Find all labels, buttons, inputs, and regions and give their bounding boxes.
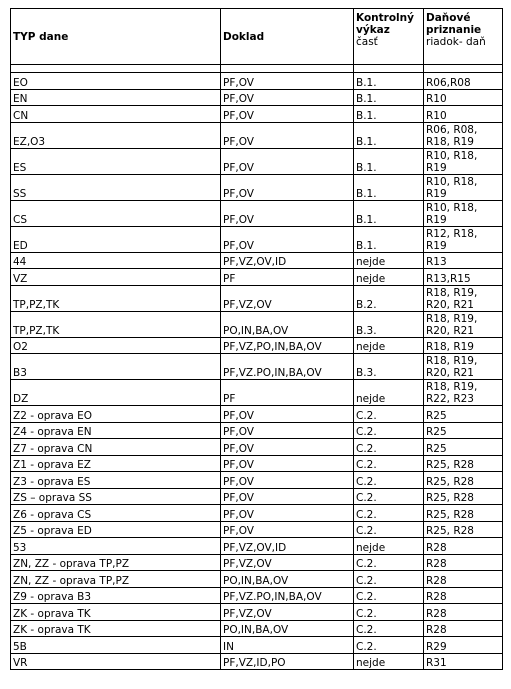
cell-typ: Z7 - oprava CN — [11, 439, 221, 456]
cell-doklad: PF,OV — [221, 122, 354, 148]
cell-kv: C.2. — [354, 505, 424, 522]
cell-kv: C.2. — [354, 422, 424, 439]
table-row — [11, 653, 503, 670]
cell-typ: Z5 - oprava ED — [11, 521, 221, 538]
cell-typ: VR — [11, 653, 221, 670]
cell-dp: R13,R15 — [424, 269, 503, 286]
cell-typ: ZN, ZZ - oprava TP,PZ — [11, 554, 221, 571]
table-row — [11, 604, 503, 621]
table-row — [11, 439, 503, 456]
table-body — [11, 9, 503, 670]
cell-kv: B.3. — [354, 311, 424, 337]
cell-dp: R25, R28 — [424, 521, 503, 538]
cell-kv: C.2. — [354, 571, 424, 588]
cell-dp: R10, R18, R19 — [424, 200, 503, 226]
cell-kv: nejde — [354, 269, 424, 286]
cell-kv: nejde — [354, 252, 424, 269]
cell-dp: R25, R28 — [424, 455, 503, 472]
cell-doklad: IN — [221, 637, 354, 654]
table-row — [11, 226, 503, 252]
cell-doklad: PF,OV — [221, 505, 354, 522]
cell-kv: B.1. — [354, 148, 424, 174]
cell-doklad: PF — [221, 380, 354, 406]
cell-kv: C.2. — [354, 472, 424, 489]
header-kv-title: Kontrolný výkaz — [356, 12, 414, 36]
cell-doklad: PF,VZ.PO,IN,BA,OV — [221, 587, 354, 604]
cell-dp: R18, R19 — [424, 337, 503, 354]
cell-typ: CN — [11, 106, 221, 123]
cell-doklad: PF,OV — [221, 488, 354, 505]
cell-dp: R18, R19, R20, R21 — [424, 354, 503, 380]
cell-kv: C.2. — [354, 521, 424, 538]
cell-doklad: PF,VZ,OV — [221, 554, 354, 571]
cell-doklad: PF,OV — [221, 174, 354, 200]
cell-kv: B.1. — [354, 122, 424, 148]
table-row — [11, 73, 503, 90]
cell-dp: R13 — [424, 252, 503, 269]
table-row — [11, 89, 503, 106]
spacer-row — [11, 65, 503, 73]
cell-doklad: PF — [221, 269, 354, 286]
cell-kv: B.1. — [354, 226, 424, 252]
cell-doklad: PF,OV — [221, 521, 354, 538]
cell-doklad: PF,VZ,OV,ID — [221, 252, 354, 269]
cell-typ: 53 — [11, 538, 221, 555]
cell-dp: R25, R28 — [424, 488, 503, 505]
table-row — [11, 538, 503, 555]
cell-dp: R10, R18, R19 — [424, 148, 503, 174]
cell-typ: Z9 - oprava B3 — [11, 587, 221, 604]
cell-doklad: PF,OV — [221, 455, 354, 472]
table-row — [11, 505, 503, 522]
cell-kv: C.2. — [354, 439, 424, 456]
cell-typ: CS — [11, 200, 221, 226]
table-row — [11, 311, 503, 337]
cell-typ: EO — [11, 73, 221, 90]
cell-kv: C.2. — [354, 406, 424, 423]
cell-doklad: PF,VZ,OV,ID — [221, 538, 354, 555]
spacer-cell — [221, 65, 354, 73]
cell-dp: R18, R19, R20, R21 — [424, 311, 503, 337]
cell-dp: R28 — [424, 587, 503, 604]
cell-doklad: PF,VZ.PO,IN,BA,OV — [221, 354, 354, 380]
cell-kv: C.2. — [354, 620, 424, 637]
table-row — [11, 285, 503, 311]
header-dp-title: Daňové priznanie — [426, 12, 482, 36]
cell-typ: 44 — [11, 252, 221, 269]
table-row — [11, 488, 503, 505]
header-doklad-cell — [221, 9, 354, 65]
table-row — [11, 148, 503, 174]
cell-dp: R25 — [424, 406, 503, 423]
cell-typ: ZN, ZZ - oprava TP,PZ — [11, 571, 221, 588]
cell-dp: R28 — [424, 604, 503, 621]
cell-doklad: PF,OV — [221, 73, 354, 90]
header-kv-cell — [354, 9, 424, 65]
table-row — [11, 406, 503, 423]
cell-kv: B.1. — [354, 73, 424, 90]
cell-kv: C.2. — [354, 587, 424, 604]
cell-dp: R10 — [424, 106, 503, 123]
spacer-cell — [11, 65, 221, 73]
cell-dp: R10 — [424, 89, 503, 106]
cell-typ: Z6 - oprava CS — [11, 505, 221, 522]
cell-dp: R28 — [424, 538, 503, 555]
cell-dp: R10, R18, R19 — [424, 174, 503, 200]
cell-typ: Z4 - oprava EN — [11, 422, 221, 439]
cell-typ: Z3 - oprava ES — [11, 472, 221, 489]
table-row — [11, 637, 503, 654]
cell-doklad: PF,VZ,PO,IN,BA,OV — [221, 337, 354, 354]
cell-dp: R31 — [424, 653, 503, 670]
cell-typ: O2 — [11, 337, 221, 354]
cell-dp: R28 — [424, 620, 503, 637]
header-row — [11, 9, 503, 65]
cell-doklad: PF,OV — [221, 406, 354, 423]
cell-doklad: PO,IN,BA,OV — [221, 311, 354, 337]
table-row — [11, 521, 503, 538]
cell-kv: C.2. — [354, 455, 424, 472]
cell-kv: B.3. — [354, 354, 424, 380]
cell-kv: nejde — [354, 653, 424, 670]
cell-typ: Z2 - oprava EO — [11, 406, 221, 423]
table-row — [11, 106, 503, 123]
cell-dp: R18, R19, R22, R23 — [424, 380, 503, 406]
table-row — [11, 455, 503, 472]
cell-typ: TP,PZ,TK — [11, 311, 221, 337]
table-row — [11, 269, 503, 286]
table-row — [11, 122, 503, 148]
cell-dp: R25 — [424, 422, 503, 439]
cell-dp: R06,R08 — [424, 73, 503, 90]
tax-mapping-table — [10, 8, 503, 670]
cell-doklad: PF,VZ,ID,PO — [221, 653, 354, 670]
cell-doklad: PF,OV — [221, 148, 354, 174]
table-row — [11, 422, 503, 439]
cell-dp: R28 — [424, 571, 503, 588]
cell-kv: nejde — [354, 538, 424, 555]
table-row — [11, 380, 503, 406]
cell-typ: EZ,O3 — [11, 122, 221, 148]
cell-dp: R25, R28 — [424, 505, 503, 522]
cell-kv: B.1. — [354, 106, 424, 123]
cell-kv: nejde — [354, 337, 424, 354]
cell-dp: R18, R19, R20, R21 — [424, 285, 503, 311]
cell-kv: B.2. — [354, 285, 424, 311]
table-row — [11, 200, 503, 226]
cell-typ: SS — [11, 174, 221, 200]
cell-typ: ES — [11, 148, 221, 174]
cell-dp: R12, R18, R19 — [424, 226, 503, 252]
table-row — [11, 337, 503, 354]
header-doklad: Doklad — [223, 30, 265, 43]
table-row — [11, 252, 503, 269]
header-kv-sub: časť — [356, 36, 378, 48]
cell-kv: C.2. — [354, 488, 424, 505]
cell-doklad: PF,OV — [221, 89, 354, 106]
cell-doklad: PO,IN,BA,OV — [221, 571, 354, 588]
table-row — [11, 554, 503, 571]
table-row — [11, 620, 503, 637]
cell-typ: DZ — [11, 380, 221, 406]
cell-typ: VZ — [11, 269, 221, 286]
cell-typ: TP,PZ,TK — [11, 285, 221, 311]
cell-typ: Z1 - oprava EZ — [11, 455, 221, 472]
cell-doklad: PF,OV — [221, 106, 354, 123]
cell-typ: EN — [11, 89, 221, 106]
cell-typ: ED — [11, 226, 221, 252]
cell-dp: R29 — [424, 637, 503, 654]
cell-doklad: PF,VZ,OV — [221, 604, 354, 621]
cell-typ: 5B — [11, 637, 221, 654]
cell-dp: R25, R28 — [424, 472, 503, 489]
cell-doklad: PF,OV — [221, 422, 354, 439]
table-row — [11, 571, 503, 588]
table-row — [11, 354, 503, 380]
cell-kv: B.1. — [354, 200, 424, 226]
header-typ-cell — [11, 9, 221, 65]
table-row — [11, 587, 503, 604]
header-dp-sub: riadok- daň — [426, 36, 486, 48]
cell-typ: B3 — [11, 354, 221, 380]
cell-typ: ZK - oprava TK — [11, 620, 221, 637]
spacer-cell — [354, 65, 424, 73]
cell-doklad: PF,OV — [221, 472, 354, 489]
cell-typ: ZK - oprava TK — [11, 604, 221, 621]
cell-kv: nejde — [354, 380, 424, 406]
cell-dp: R06, R08, R18, R19 — [424, 122, 503, 148]
cell-dp: R25 — [424, 439, 503, 456]
cell-doklad: PF,OV — [221, 226, 354, 252]
cell-kv: C.2. — [354, 604, 424, 621]
cell-kv: C.2. — [354, 637, 424, 654]
table-row — [11, 174, 503, 200]
header-dp-cell — [424, 9, 503, 65]
header-typ: TYP dane — [13, 30, 69, 43]
cell-doklad: PF,OV — [221, 200, 354, 226]
cell-dp: R28 — [424, 554, 503, 571]
cell-kv: C.2. — [354, 554, 424, 571]
table-row — [11, 472, 503, 489]
cell-doklad: PF,VZ,OV — [221, 285, 354, 311]
cell-doklad: PO,IN,BA,OV — [221, 620, 354, 637]
spacer-cell — [424, 65, 503, 73]
cell-kv: B.1. — [354, 174, 424, 200]
cell-doklad: PF,OV — [221, 439, 354, 456]
cell-typ: ZS – oprava SS — [11, 488, 221, 505]
cell-kv: B.1. — [354, 89, 424, 106]
